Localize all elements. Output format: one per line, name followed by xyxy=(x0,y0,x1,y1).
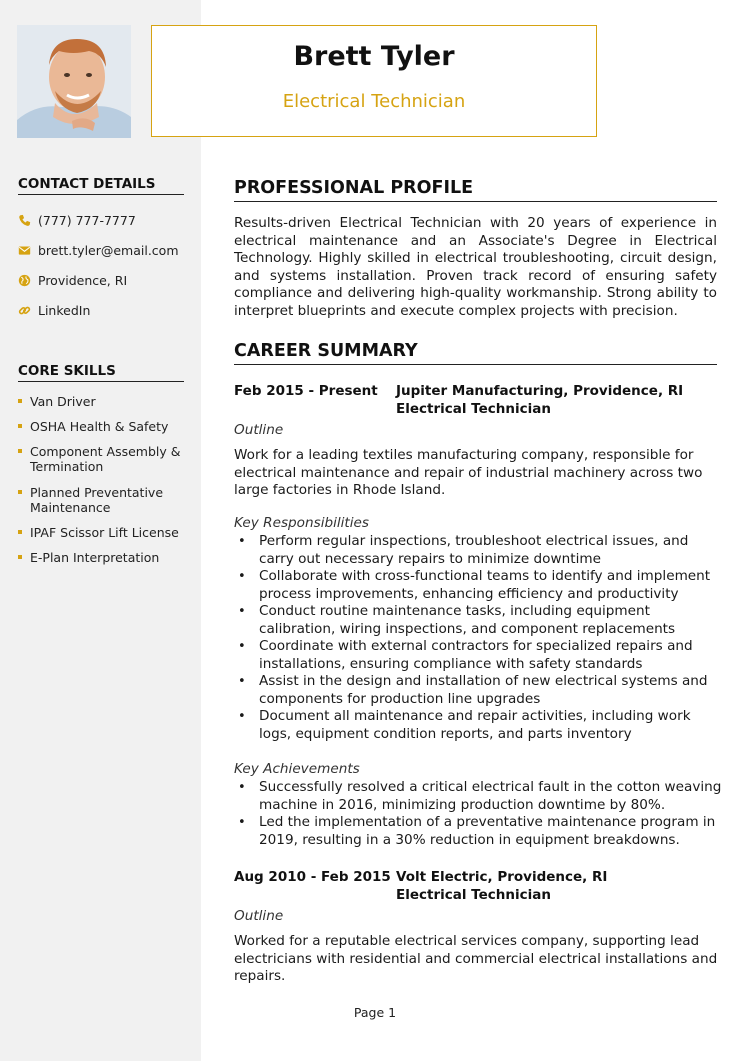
job-dates: Aug 2010 - Feb 2015 xyxy=(234,869,391,885)
link-icon xyxy=(18,304,31,317)
bullet-square-icon xyxy=(18,530,22,534)
outline-label: Outline xyxy=(234,908,284,924)
page-number: Page 1 xyxy=(353,1005,397,1020)
skill-item: Planned Preventative Maintenance xyxy=(18,485,188,515)
contact-email xyxy=(18,241,179,259)
globe-icon xyxy=(18,274,31,287)
contact-location xyxy=(18,271,127,289)
list-item: • Successfully resolved a critical electrical fault in the cotton weaving machine in 2016, minimizing production downtime by 80%. xyxy=(234,779,724,814)
contact-linkedin-text[interactable]: LinkedIn xyxy=(38,302,91,318)
list-item: • Coordinate with external contractors for specialized repairs and installations, ensuring compliance with safety standards xyxy=(234,638,724,673)
list-item: • Led the implementation of a preventative maintenance program in 2019, resulting in a 30% reduction in equipment breakdowns. xyxy=(234,814,724,849)
job-role: Electrical Technician xyxy=(396,887,551,903)
achievements-list xyxy=(234,779,724,849)
skill-item: E-Plan Interpretation xyxy=(18,550,188,565)
outline-label: Outline xyxy=(234,422,284,438)
email-icon xyxy=(18,244,31,257)
contact-email-text[interactable]: brett.tyler@email.com xyxy=(38,242,179,258)
skill-item: IPAF Scissor Lift License xyxy=(18,525,188,540)
job-dates: Feb 2015 - Present xyxy=(234,383,378,399)
contact-phone xyxy=(18,211,136,229)
header-box xyxy=(151,25,597,137)
list-item: • Assist in the design and installation of new electrical systems and components for production line upgrades xyxy=(234,673,724,708)
job-outline: Work for a leading textiles manufacturing company, responsible for electrical maintenance and repair of industrial machinery across two large factories in Rhode Island. xyxy=(234,447,703,498)
bullet-square-icon xyxy=(18,490,22,494)
contact-heading: CONTACT DETAILS xyxy=(18,176,184,195)
job-outline: Worked for a reputable electrical services company, supporting lead electricians with residential and commercial electrical installations and repairs. xyxy=(234,933,718,984)
profile-photo xyxy=(17,25,131,138)
list-item: • Collaborate with cross-functional teams to identify and implement process improvements, enhancing efficiency and productivity xyxy=(234,568,724,603)
profile-text: Results-driven Electrical Technician with 20 years of experience in electrical maintenance and an Associate's Degree in Electrical Technology. Highly skilled in electrical troubleshooting, circuit design, and systems installation. Proven track record of ensuring safety compliance and delivering high-quality workmanship. Strong ability to interpret blueprints and execute complex projects with precision. xyxy=(234,215,717,319)
job-company: Volt Electric, Providence, RI xyxy=(396,869,608,885)
skill-item: Component Assembly & Termination xyxy=(18,444,188,474)
bullet-square-icon xyxy=(18,555,22,559)
skill-item: Van Driver xyxy=(18,394,188,409)
career-heading: CAREER SUMMARY xyxy=(234,341,717,365)
list-item: • Perform regular inspections, troubleshoot electrical issues, and carry out necessary repairs to minimize downtime xyxy=(234,533,724,568)
responsibilities-label: Key Responsibilities xyxy=(234,515,369,531)
list-item: • Conduct routine maintenance tasks, including equipment calibration, wiring inspections, and component replacements xyxy=(234,603,724,638)
bullet-square-icon xyxy=(18,449,22,453)
list-item: • Document all maintenance and repair activities, including work logs, equipment condition reports, and parts inventory xyxy=(234,708,724,743)
skills-heading: CORE SKILLS xyxy=(18,363,184,382)
responsibilities-list xyxy=(234,533,724,743)
bullet-square-icon xyxy=(18,399,22,403)
candidate-name: Brett Tyler xyxy=(293,41,455,72)
profile-heading: PROFESSIONAL PROFILE xyxy=(234,178,717,202)
skill-item: OSHA Health & Safety xyxy=(18,419,188,434)
bullet-square-icon xyxy=(18,424,22,428)
contact-location-text: Providence, RI xyxy=(38,272,128,288)
achievements-label: Key Achievements xyxy=(234,761,360,777)
contact-linkedin xyxy=(18,301,90,319)
candidate-title: Electrical Technician xyxy=(282,91,466,112)
phone-icon xyxy=(18,214,31,227)
job-company: Jupiter Manufacturing, Providence, RI xyxy=(396,383,684,399)
job-role: Electrical Technician xyxy=(396,401,551,417)
contact-phone-text[interactable]: (777) 777-7777 xyxy=(38,212,136,228)
